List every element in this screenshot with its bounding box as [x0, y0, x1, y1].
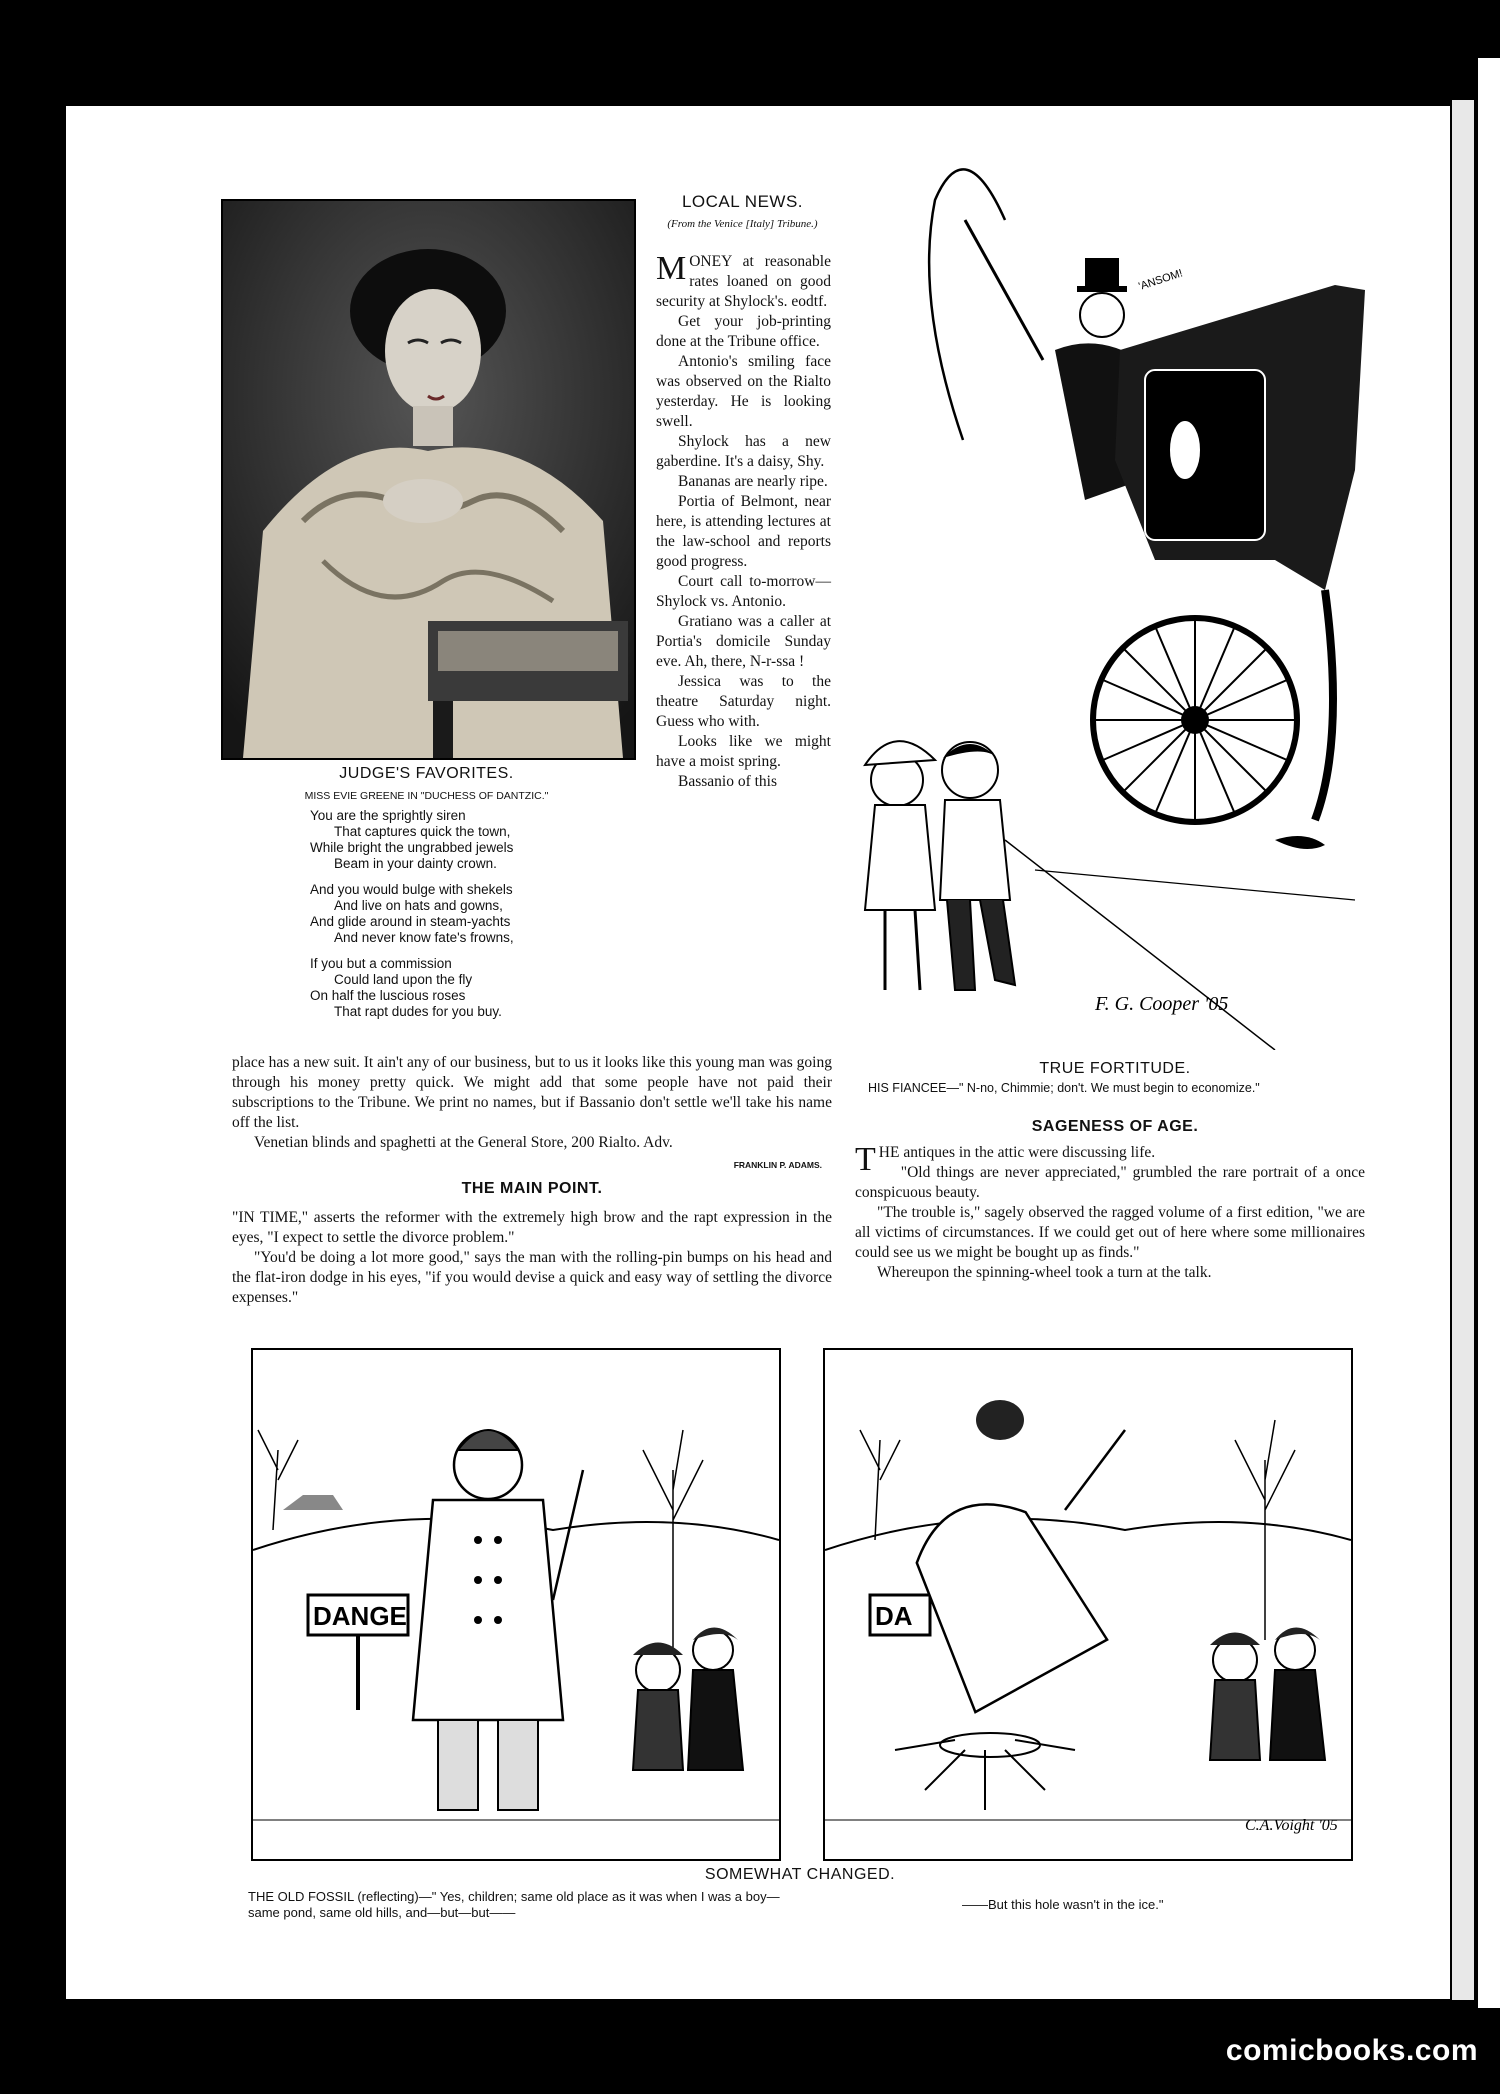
adjacent-page-edge — [1478, 58, 1500, 2008]
poem-line: Beam in your dainty crown. — [334, 856, 497, 871]
poem-line: That captures quick the town, — [334, 824, 511, 839]
news-signature: FRANKLIN P. ADAMS. — [733, 1160, 822, 1170]
somewhat-changed-caption-right: ——But this hole wasn't in the ice." — [962, 1897, 1164, 1912]
poem-line: That rapt dudes for you buy. — [334, 1004, 502, 1019]
local-news-source: (From the Venice [Italy] Tribune.) — [667, 218, 818, 230]
news-item-text: ONEY at reasonable rates loaned on good security at Shylock's. eodtf. — [656, 253, 831, 310]
sageness-paragraph: "The trouble is," sagely observed the ragged volume of a first edition, "we are all victims of circumstances. If we could get out of here where some millionaires could see us we might be bought up as finds." — [855, 1204, 1365, 1261]
sageness-paragraph: "Old things are never appreciated," grumbled the rare portrait of a once conspicuous beauty. — [855, 1164, 1365, 1201]
news-item: Shylock has a new gaberdine. It's a daisy, Shy. — [656, 433, 831, 470]
cartoon-panel-left — [251, 1348, 781, 1861]
news-item: Gratiano was a caller at Portia's domicile Sunday eve. Ah, there, N-r-ssa ! — [656, 613, 831, 670]
news-item: Bassanio of this — [678, 773, 778, 790]
poem — [310, 808, 610, 1030]
somewhat-changed-caption-left: THE OLD FOSSIL (reflecting)—" Yes, children; same old place as it was when I was a boy—same pond, same old hills, and—but—but—— — [248, 1889, 780, 1920]
news-item: Looks like we might have a moist spring. — [656, 733, 831, 770]
news-item — [656, 252, 831, 312]
poem-stanza — [310, 956, 610, 1020]
page-gutter — [1452, 100, 1474, 2000]
news-item: Court call to-morrow—Shylock vs. Antonio. — [656, 573, 831, 610]
somewhat-changed-title: SOMEWHAT CHANGED. — [704, 1866, 896, 1883]
sageness-paragraph: Whereupon the spinning-wheel took a turn at the talk. — [877, 1264, 1212, 1281]
news-item: Bananas are nearly ripe. — [678, 473, 828, 490]
site-watermark: comicbooks.com — [1225, 2034, 1478, 2067]
main-point-body — [232, 1208, 832, 1308]
sageness-body — [855, 1143, 1365, 1283]
portrait-image — [223, 201, 634, 758]
main-point-title: THE MAIN POINT. — [461, 1180, 603, 1197]
poem-line: Could land upon the fly — [334, 972, 473, 987]
true-fortitude-title: TRUE FORTITUDE. — [1039, 1060, 1191, 1077]
news-item: Antonio's smiling face was observed on the Rialto yesterday. He is looking swell. — [656, 353, 831, 430]
skating-scene-after — [825, 1350, 1351, 1859]
skating-scene-before — [253, 1350, 779, 1859]
poem-stanza — [310, 882, 610, 946]
sageness-paragraph — [855, 1141, 1365, 1178]
true-fortitude-caption: HIS FIANCEE—" N-no, Chimmie; don't. We must begin to economize." — [868, 1081, 1260, 1095]
local-news-continuation — [232, 1053, 832, 1153]
poem-line: If you but a commission — [310, 956, 452, 971]
continuation-text: place has a new suit. It ain't any of our business, but to us it looks like this young man was going through his money pretty quick. We might add that some people have not paid their subscriptions to the Tribune. We print no names, but if Bassanio don't settle we'll take his name off the list. — [232, 1054, 832, 1131]
news-item: Jessica was to the theatre Saturday night. Guess who with. — [656, 673, 831, 730]
poem-line: While bright the ungrabbed jewels — [310, 840, 514, 855]
voight-signature: C.A.Voight '05 — [1245, 1817, 1338, 1834]
danger-sign-text: DANGE — [313, 1601, 407, 1631]
poem-line: You are the sprightly siren — [310, 808, 466, 823]
cab-and-couple-drawing — [855, 140, 1375, 1050]
sageness-title: SAGENESS OF AGE. — [1031, 1118, 1199, 1135]
danger-sign-text: DA — [875, 1601, 913, 1631]
cab-driver-bubble: 'ANSOM! — [1137, 267, 1185, 293]
poem-line: And live on hats and gowns, — [334, 898, 503, 913]
portrait-photo — [221, 199, 636, 760]
poem-stanza — [310, 808, 610, 872]
main-point-paragraph: "IN TIME," asserts the reformer with the extremely high brow and the rapt expression in the eyes, "I expect to settle the divorce problem." — [232, 1209, 832, 1246]
true-fortitude-cartoon — [855, 140, 1375, 1050]
poem-line: On half the luscious roses — [310, 988, 466, 1003]
news-item: Get your job-printing done at the Tribune office. — [656, 313, 831, 350]
news-item: Portia of Belmont, near here, is attending lectures at the law-school and reports good progress. — [656, 493, 831, 570]
cartoon-panel-right — [823, 1348, 1353, 1861]
cooper-signature: F. G. Cooper '05 — [1095, 993, 1229, 1015]
sageness-text: HE antiques in the attic were discussing life. — [878, 1144, 1156, 1161]
adv-text: Venetian blinds and spaghetti at the General Store, 200 Rialto. Adv. — [254, 1134, 673, 1151]
drop-cap: M — [656, 250, 687, 287]
local-news-column — [656, 252, 831, 792]
local-news-title: LOCAL NEWS. — [681, 192, 804, 211]
poem-line: And glide around in steam-yachts — [310, 914, 511, 929]
main-point-paragraph: "You'd be doing a lot more good," says the man with the rolling-pin bumps on his head and the flat-iron dodge in his eyes, "if you would devise a quick and easy way of settling the divorce expenses." — [232, 1249, 832, 1306]
judges-favorites-heading: JUDGE'S FAVORITES. — [339, 765, 514, 782]
drop-cap: T — [855, 1141, 876, 1178]
judges-favorites-subheading: MISS EVIE GREENE IN "DUCHESS OF DANTZIC." — [304, 790, 549, 802]
poem-line: And you would bulge with shekels — [310, 882, 513, 897]
poem-line: And never know fate's frowns, — [334, 930, 514, 945]
